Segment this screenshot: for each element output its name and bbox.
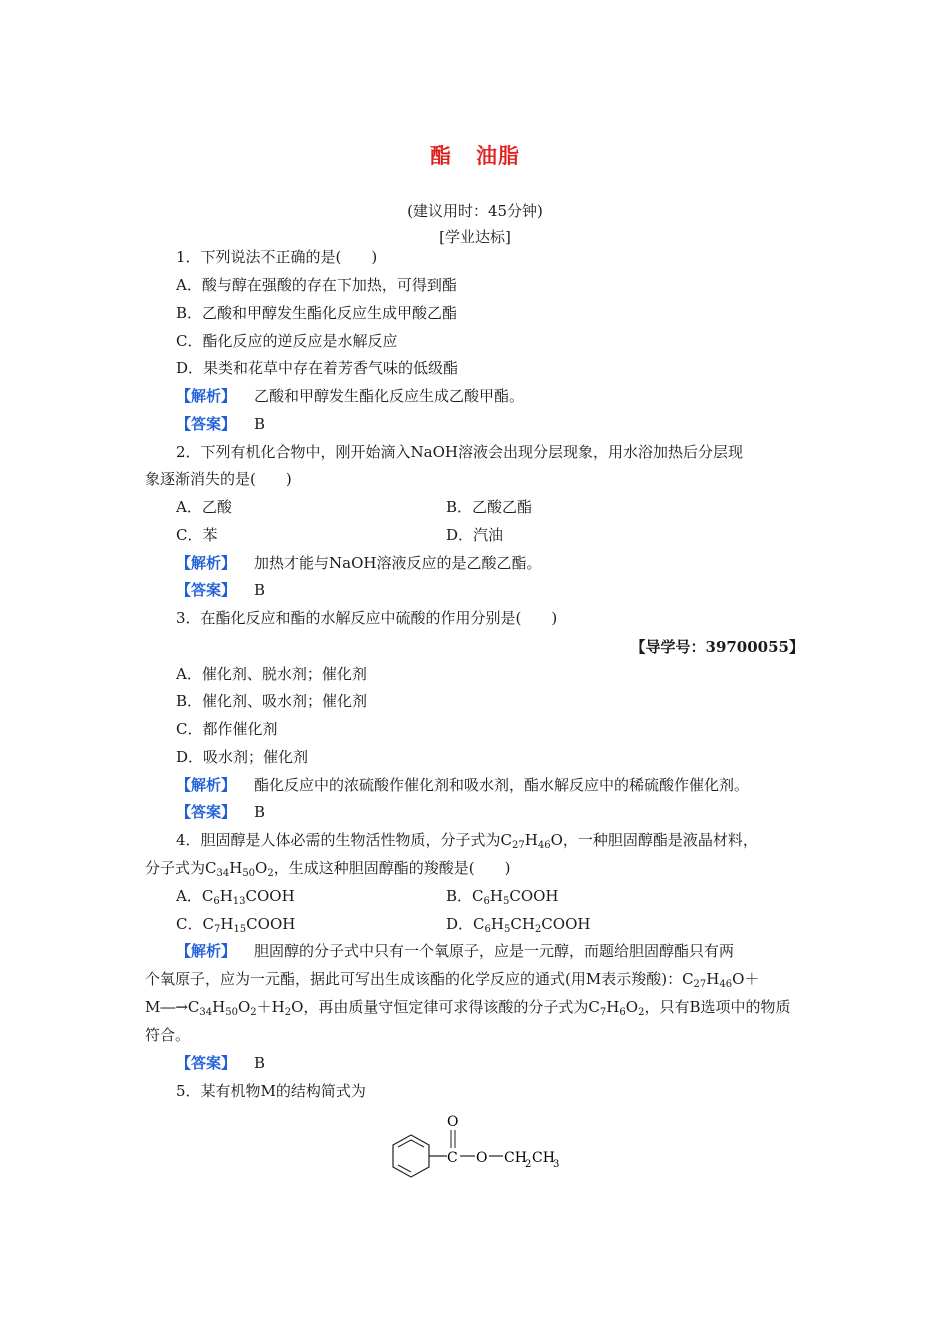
q4-analysis-line4: 符合。: [145, 1026, 191, 1044]
carbon-atom: C: [447, 1150, 458, 1166]
analysis-tag: 【解析】: [176, 776, 237, 794]
answer-tag: 【答案】: [176, 803, 237, 821]
ch3-subscript: 3: [553, 1159, 560, 1170]
q2-option-c: C．苯: [176, 526, 218, 544]
q4-analysis-line2: 个氧原子，应为一元酯，据此可写出生成该酯的化学反应的通式(用M表示羧酸)：$C_{27}H_{46}O+$: [145, 970, 760, 990]
analysis-tag: 【解析】: [176, 942, 237, 960]
answer-tag: 【答案】: [176, 1054, 237, 1072]
sub: 34: [216, 868, 230, 879]
q4-analysis-l3a: M―→C: [145, 998, 200, 1016]
q2-option-b: B．乙酸乙酯: [446, 498, 533, 516]
title-part1: 酯: [430, 143, 452, 168]
sub: 50: [242, 868, 256, 879]
q3-option-a: A．催化剂、脱水剂；催化剂: [176, 665, 367, 683]
q1-option-b: B．乙酸和甲醇发生酯化反应生成甲酸乙酯: [176, 304, 458, 322]
q3-analysis-text: 酯化反应中的浓硫酸作催化剂和吸水剂，酯水解反应中的稀硫酸作催化剂。: [254, 776, 750, 794]
q1-option-d: D．果类和花草中存在着芳香气味的低级酯: [176, 359, 459, 377]
q3-guide-number: 【导学号：39700055】: [630, 638, 804, 656]
sub: 2: [267, 868, 274, 879]
analysis-tag: 【解析】: [176, 387, 237, 405]
q4-analysis-l3d: ，只有B选项中的物质: [644, 998, 791, 1016]
q4-analysis-l2a: 个氧原子，应为一元酯，据此可写出生成该酯的化学反应的通式(用M表示羧酸)：C: [145, 970, 694, 988]
q2-answer: [176, 580, 265, 600]
q4-stem-a: 4．胆固醇是人体必需的生物活性物质，分子式为C: [176, 831, 513, 849]
q4-option-b: B．$C_6H_5COOH$: [446, 887, 559, 907]
q2-option-d: D．汽油: [446, 526, 504, 544]
q5-stem: 5．某有机物M的结构简式为: [176, 1082, 366, 1100]
structural-formula: [385, 1108, 585, 1198]
q1-analysis-text: 乙酸和甲醇发生酯化反应生成乙酸甲酯。: [254, 387, 525, 405]
q3-analysis: [176, 775, 749, 795]
q1-answer-text: B: [254, 415, 266, 433]
q4-option-d: D．$C_6H_5CH_2COOH$: [446, 915, 591, 935]
q4-stem-line2: 分子式为$C_{34}H_{50}O_2$，生成这种胆固醇酯的羧酸是( ): [145, 859, 511, 879]
ring-inner-bond: [398, 1140, 424, 1147]
q4-analysis-l2b: O＋: [732, 970, 760, 988]
page-title: [0, 140, 950, 170]
analysis-tag: 【解析】: [176, 554, 237, 572]
q4-option-a: A．$C_6H_{13}COOH$: [176, 887, 295, 907]
q4-stem-b: ，一种胆固醇酯是液晶材料，: [562, 831, 758, 849]
q4-analysis-line3: $M―\to C_{34}H_{50}O_2+H_2O$，再由质量守恒定律可求得该酸的分子式为$C_7H_6O_2$，只有B选项中的物质: [145, 998, 791, 1018]
q4-analysis-l1: 胆固醇的分子式中只有一个氧原子，应是一元醇，而题给胆固醇酯只有两: [254, 942, 735, 960]
q3-answer-text: B: [254, 803, 266, 821]
q1-option-c: C．酯化反应的逆反应是水解反应: [176, 332, 398, 350]
q4-answer-text: B: [254, 1054, 266, 1072]
q4-stem-line1: 4．胆固醇是人体必需的生物活性物质，分子式为$C_{27}H_{46}O$，一种胆固醇酯是液晶材料，: [176, 831, 758, 851]
q3-option-b: B．催化剂、吸水剂；催化剂: [176, 692, 368, 710]
time-hint: (建议用时：45分钟): [407, 202, 543, 220]
section-heading: [学业达标]: [439, 228, 511, 246]
q2-option-a: A．乙酸: [176, 498, 232, 516]
q1-option-a: A．酸与醇在强酸的存在下加热，可得到酯: [176, 276, 457, 294]
q4-analysis-line1: [176, 941, 734, 961]
q3-option-c: C．都作催化剂: [176, 720, 278, 738]
q4-analysis-l3b: ＋H: [256, 998, 285, 1016]
ester-oxygen: O: [476, 1150, 488, 1166]
q4-stem2-b: ，生成这种胆固醇酯的羧酸是( ): [273, 859, 511, 877]
q2-stem-line2: 象逐渐消失的是( ): [145, 470, 292, 488]
answer-tag: 【答案】: [176, 581, 237, 599]
ch3-group: CH: [532, 1150, 555, 1166]
q3-option-d: D．吸水剂；催化剂: [176, 748, 309, 766]
q2-answer-text: B: [254, 581, 266, 599]
q2-analysis-text: 加热才能与NaOH溶液反应的是乙酸乙酯。: [254, 554, 542, 572]
q2-stem-line1: 2．下列有机化合物中，刚开始滴入NaOH溶液会出现分层现象，用水浴加热后分层现: [176, 443, 743, 461]
q1-analysis: [176, 386, 524, 406]
q3-answer: [176, 802, 265, 822]
q4-option-c: C．$C_7H_{15}COOH$: [176, 915, 296, 935]
q3-stem: 3．在酯化反应和酯的水解反应中硫酸的作用分别是( ): [176, 609, 558, 627]
sub: 27: [512, 840, 525, 851]
formula-part: O: [550, 831, 563, 849]
benzene-ring: [393, 1135, 429, 1177]
ch2-subscript: 2: [525, 1159, 532, 1170]
answer-tag: 【答案】: [176, 415, 237, 433]
q4-answer: [176, 1053, 265, 1073]
q4-analysis-l3c: O，再由质量守恒定律可求得该酸的分子式为C: [291, 998, 600, 1016]
q1-answer: [176, 414, 265, 434]
sub: 46: [537, 840, 551, 851]
carbonyl-oxygen: O: [447, 1114, 459, 1130]
title-part2: 油脂: [476, 143, 520, 168]
q4-stem2-a: 分子式为C: [145, 859, 217, 877]
q1-stem: 1．下列说法不正确的是( ): [176, 248, 378, 266]
q2-analysis: [176, 553, 541, 573]
ch2-group: CH: [504, 1150, 527, 1166]
